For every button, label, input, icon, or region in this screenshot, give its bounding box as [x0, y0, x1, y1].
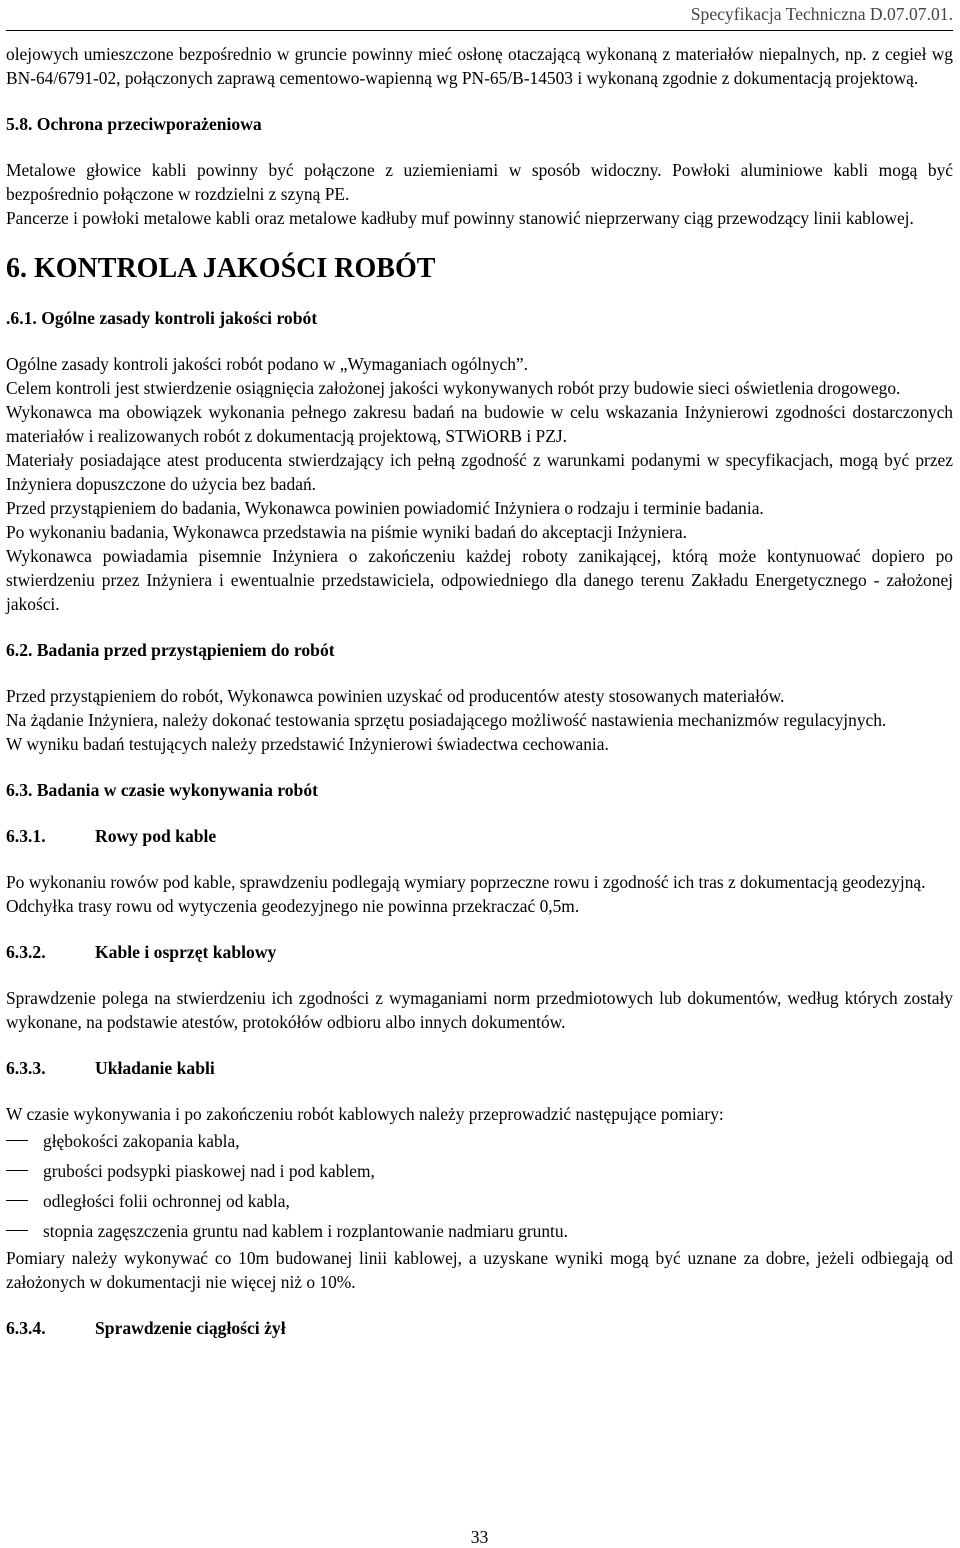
section-title-text: Sprawdzenie ciągłości żył	[95, 1318, 286, 1338]
list-item: stopnia zagęszczenia gruntu nad kablem i rozplantowanie nadmiaru gruntu.	[6, 1216, 953, 1246]
section-6-2-title: 6.2. Badania przed przystąpieniem do robót	[6, 640, 335, 660]
section-number: 6.3.2.	[6, 942, 46, 962]
section-6-1-paragraph: Ogólne zasady kontroli jakości robót podano w „Wymaganiach ogólnych”.	[6, 354, 528, 374]
section-6-3-2-paragraph: Sprawdzenie polega na stwierdzeniu ich zgodności z wymaganiami norm przedmiotowych lub dokumentów, według których zostały wykonane, na podstawie atestów, protokółów odbioru albo innych dokumentów.	[6, 988, 953, 1032]
section-6-3-3-title	[6, 1056, 953, 1080]
section-6-3-3-intro: W czasie wykonywania i po zakończeniu robót kablowych należy przeprowadzić następujące pomiary:	[6, 1104, 724, 1124]
section-6-2-paragraph: Na żądanie Inżyniera, należy dokonać testowania sprzętu posiadającego możliwość nastawienia mechanizmów regulacyjnych.	[6, 710, 887, 730]
section-6-1-paragraph: Celem kontroli jest stwierdzenie osiągnięcia założonej jakości wykonywanych robót przy budowie sieci oświetlenia drogowego.	[6, 378, 901, 398]
section-title-text: Rowy pod kable	[95, 826, 217, 846]
section-number: 6.3.4.	[6, 1318, 46, 1338]
section-6-1-title: .6.1. Ogólne zasady kontroli jakości robót	[6, 308, 318, 328]
section-6-2-paragraph: Przed przystąpieniem do robót, Wykonawca powinien uzyskać od producentów atesty stosowanych materiałów.	[6, 686, 785, 706]
section-6-3-1-paragraph: Po wykonaniu rowów pod kable, sprawdzeniu podlegają wymiary poprzeczne rowu i zgodność ich tras z dokumentacją geodezyjną.	[6, 872, 926, 892]
section-number: 6.3.3.	[6, 1058, 46, 1078]
section-5-8-title: 5.8. Ochrona przeciwporażeniowa	[6, 114, 262, 134]
section-6-1-paragraph: Materiały posiadające atest producenta stwierdzający ich pełną zgodność z warunkami podanymi w specyfikacjach, mogą być przez Inżyniera dopuszczone do użycia bez badań.	[6, 450, 953, 494]
section-6-title: 6. KONTROLA JAKOŚCI ROBÓT	[6, 253, 436, 284]
section-6-3-3-outro: Pomiary należy wykonywać co 10m budowanej linii kablowej, a uzyskane wyniki mogą być uznane za dobre, jeżeli odbiegają od założonych w dokumentacji nie więcej niż o 10%.	[6, 1248, 953, 1292]
section-6-3-4-title	[6, 1316, 953, 1340]
section-title-text: Układanie kabli	[95, 1058, 215, 1078]
intro-paragraph: olejowych umieszczone bezpośrednio w gruncie powinny mieć osłonę otaczającą wykonaną z materiałów niepalnych, np. z cegieł wg BN-64/6791-02, połączonych zaprawą cementowo-wapienną wg PN-65/B-14503 i wykonaną zgodnie z dokumentacją projektową.	[6, 44, 953, 88]
list-item: głębokości zakopania kabla,	[6, 1126, 953, 1156]
section-6-3-1-title	[6, 824, 953, 848]
section-6-3-title: 6.3. Badania w czasie wykonywania robót	[6, 780, 318, 800]
page-number: 33	[470, 1527, 489, 1547]
list-item: grubości podsypki piaskowej nad i pod kablem,	[6, 1156, 953, 1186]
section-number: 6.3.1.	[6, 826, 46, 846]
section-6-3-2-title	[6, 940, 953, 964]
section-6-1-paragraph: Po wykonaniu badania, Wykonawca przedstawia na piśmie wyniki badań do akceptacji Inżyniera.	[6, 522, 687, 542]
section-5-8-paragraph: Metalowe głowice kabli powinny być połączone z uziemieniami w sposób widoczny. Powłoki aluminiowe kabli mogą być bezpośrednio połączone w rozdzielni z szyną PE.	[6, 160, 953, 204]
section-6-1-paragraph: Przed przystąpieniem do badania, Wykonawca powinien powiadomić Inżyniera o rodzaju i terminie badania.	[6, 498, 764, 518]
list-item: odległości folii ochronnej od kabla,	[6, 1186, 953, 1216]
section-title-text: Kable i osprzęt kablowy	[95, 942, 277, 962]
measurement-list	[6, 1126, 953, 1246]
page-content	[6, 42, 953, 1340]
section-6-1-paragraph: Wykonawca powiadamia pisemnie Inżyniera o zakończeniu każdej roboty zanikającej, którą może kontynuować dopiero po stwierdzeniu przez Inżyniera i ewentualnie przedstawiciela, odpowiedniego dla danego terenu Zakładu Energetycznego - założonej jakości.	[6, 546, 953, 614]
section-5-8-paragraph: Pancerze i powłoki metalowe kabli oraz metalowe kadłuby muf powinny stanowić nieprzerwany ciąg przewodzący linii kablowej.	[6, 208, 914, 228]
page-header: Specyfikacja Techniczna D.07.07.01.	[690, 4, 953, 24]
section-6-1-paragraph: Wykonawca ma obowiązek wykonania pełnego zakresu badań na budowie w celu wskazania Inżynierowi zgodności dostarczonych materiałów i realizowanych robót z dokumentacją projektową, STWiORB i PZJ.	[6, 402, 953, 446]
header-rule	[6, 30, 953, 31]
section-6-3-1-paragraph: Odchyłka trasy rowu od wytyczenia geodezyjnego nie powinna przekraczać 0,5m.	[6, 896, 580, 916]
section-6-2-paragraph: W wyniku badań testujących należy przedstawić Inżynierowi świadectwa cechowania.	[6, 734, 609, 754]
